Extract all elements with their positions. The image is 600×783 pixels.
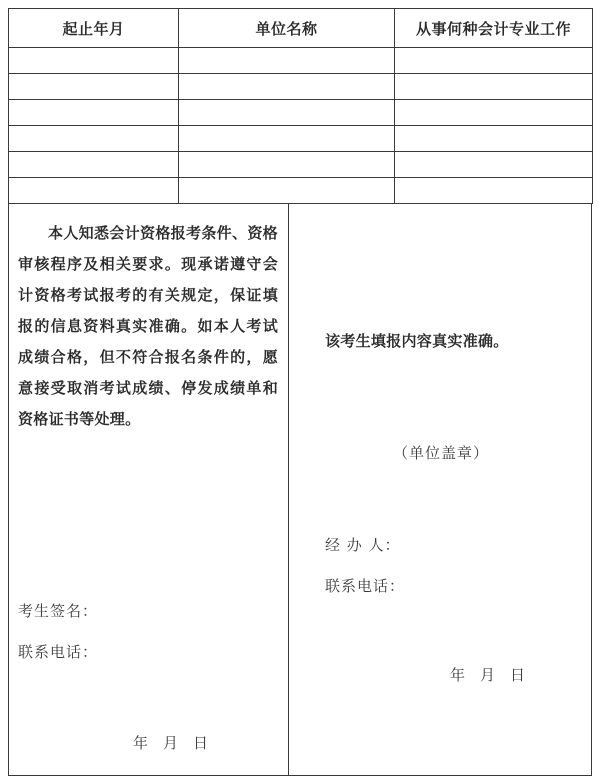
cell-period[interactable] [9, 126, 179, 152]
cell-job-type[interactable] [395, 126, 593, 152]
cell-job-type[interactable] [395, 74, 593, 100]
table-row [9, 48, 593, 74]
cell-employer[interactable] [179, 48, 395, 74]
header-job-type: 从事何种会计专业工作 [395, 9, 593, 48]
cell-job-type[interactable] [395, 178, 593, 204]
cell-job-type[interactable] [395, 48, 593, 74]
table-row [9, 74, 593, 100]
table-row [9, 178, 593, 204]
candidate-phone-label: 联系电话： [18, 643, 99, 661]
header-period: 起止年月 [9, 9, 179, 48]
cell-period[interactable] [9, 152, 179, 178]
unit-verification-text: 该考生填报内容真实准确。 [325, 332, 509, 350]
candidate-pledge-text: 本人知悉会计资格报考条件、资格审核程序及相关要求。现承诺遵守会计资格考试报考的有关规定，保证填报的信息资料真实准确。如本人考试成绩合格，但不符合报名条件的，愿意接受取消考试成绩、停发成绩单和资格证书等处理。 [18, 224, 278, 428]
cell-employer[interactable] [179, 126, 395, 152]
unit-date-label: 年 月 日 [450, 666, 526, 684]
cell-employer[interactable] [179, 152, 395, 178]
header-employer: 单位名称 [179, 9, 395, 48]
candidate-date-label: 年 月 日 [133, 734, 209, 752]
declaration-section [8, 204, 592, 776]
cell-employer[interactable] [179, 74, 395, 100]
unit-phone-label: 联系电话： [325, 577, 406, 595]
candidate-signature-label: 考生签名： [18, 602, 99, 620]
cell-period[interactable] [9, 178, 179, 204]
cell-employer[interactable] [179, 178, 395, 204]
cell-period[interactable] [9, 100, 179, 126]
cell-period[interactable] [9, 74, 179, 100]
table-row [9, 100, 593, 126]
column-divider [288, 204, 289, 775]
registration-form [8, 8, 592, 776]
table-header-row [9, 9, 593, 48]
cell-period[interactable] [9, 48, 179, 74]
unit-seal-label: （单位盖章） [393, 444, 490, 462]
cell-job-type[interactable] [395, 100, 593, 126]
cell-employer[interactable] [179, 100, 395, 126]
handler-label: 经 办 人： [325, 536, 401, 554]
work-history-table [8, 8, 593, 204]
table-row [9, 152, 593, 178]
cell-job-type[interactable] [395, 152, 593, 178]
table-row [9, 126, 593, 152]
